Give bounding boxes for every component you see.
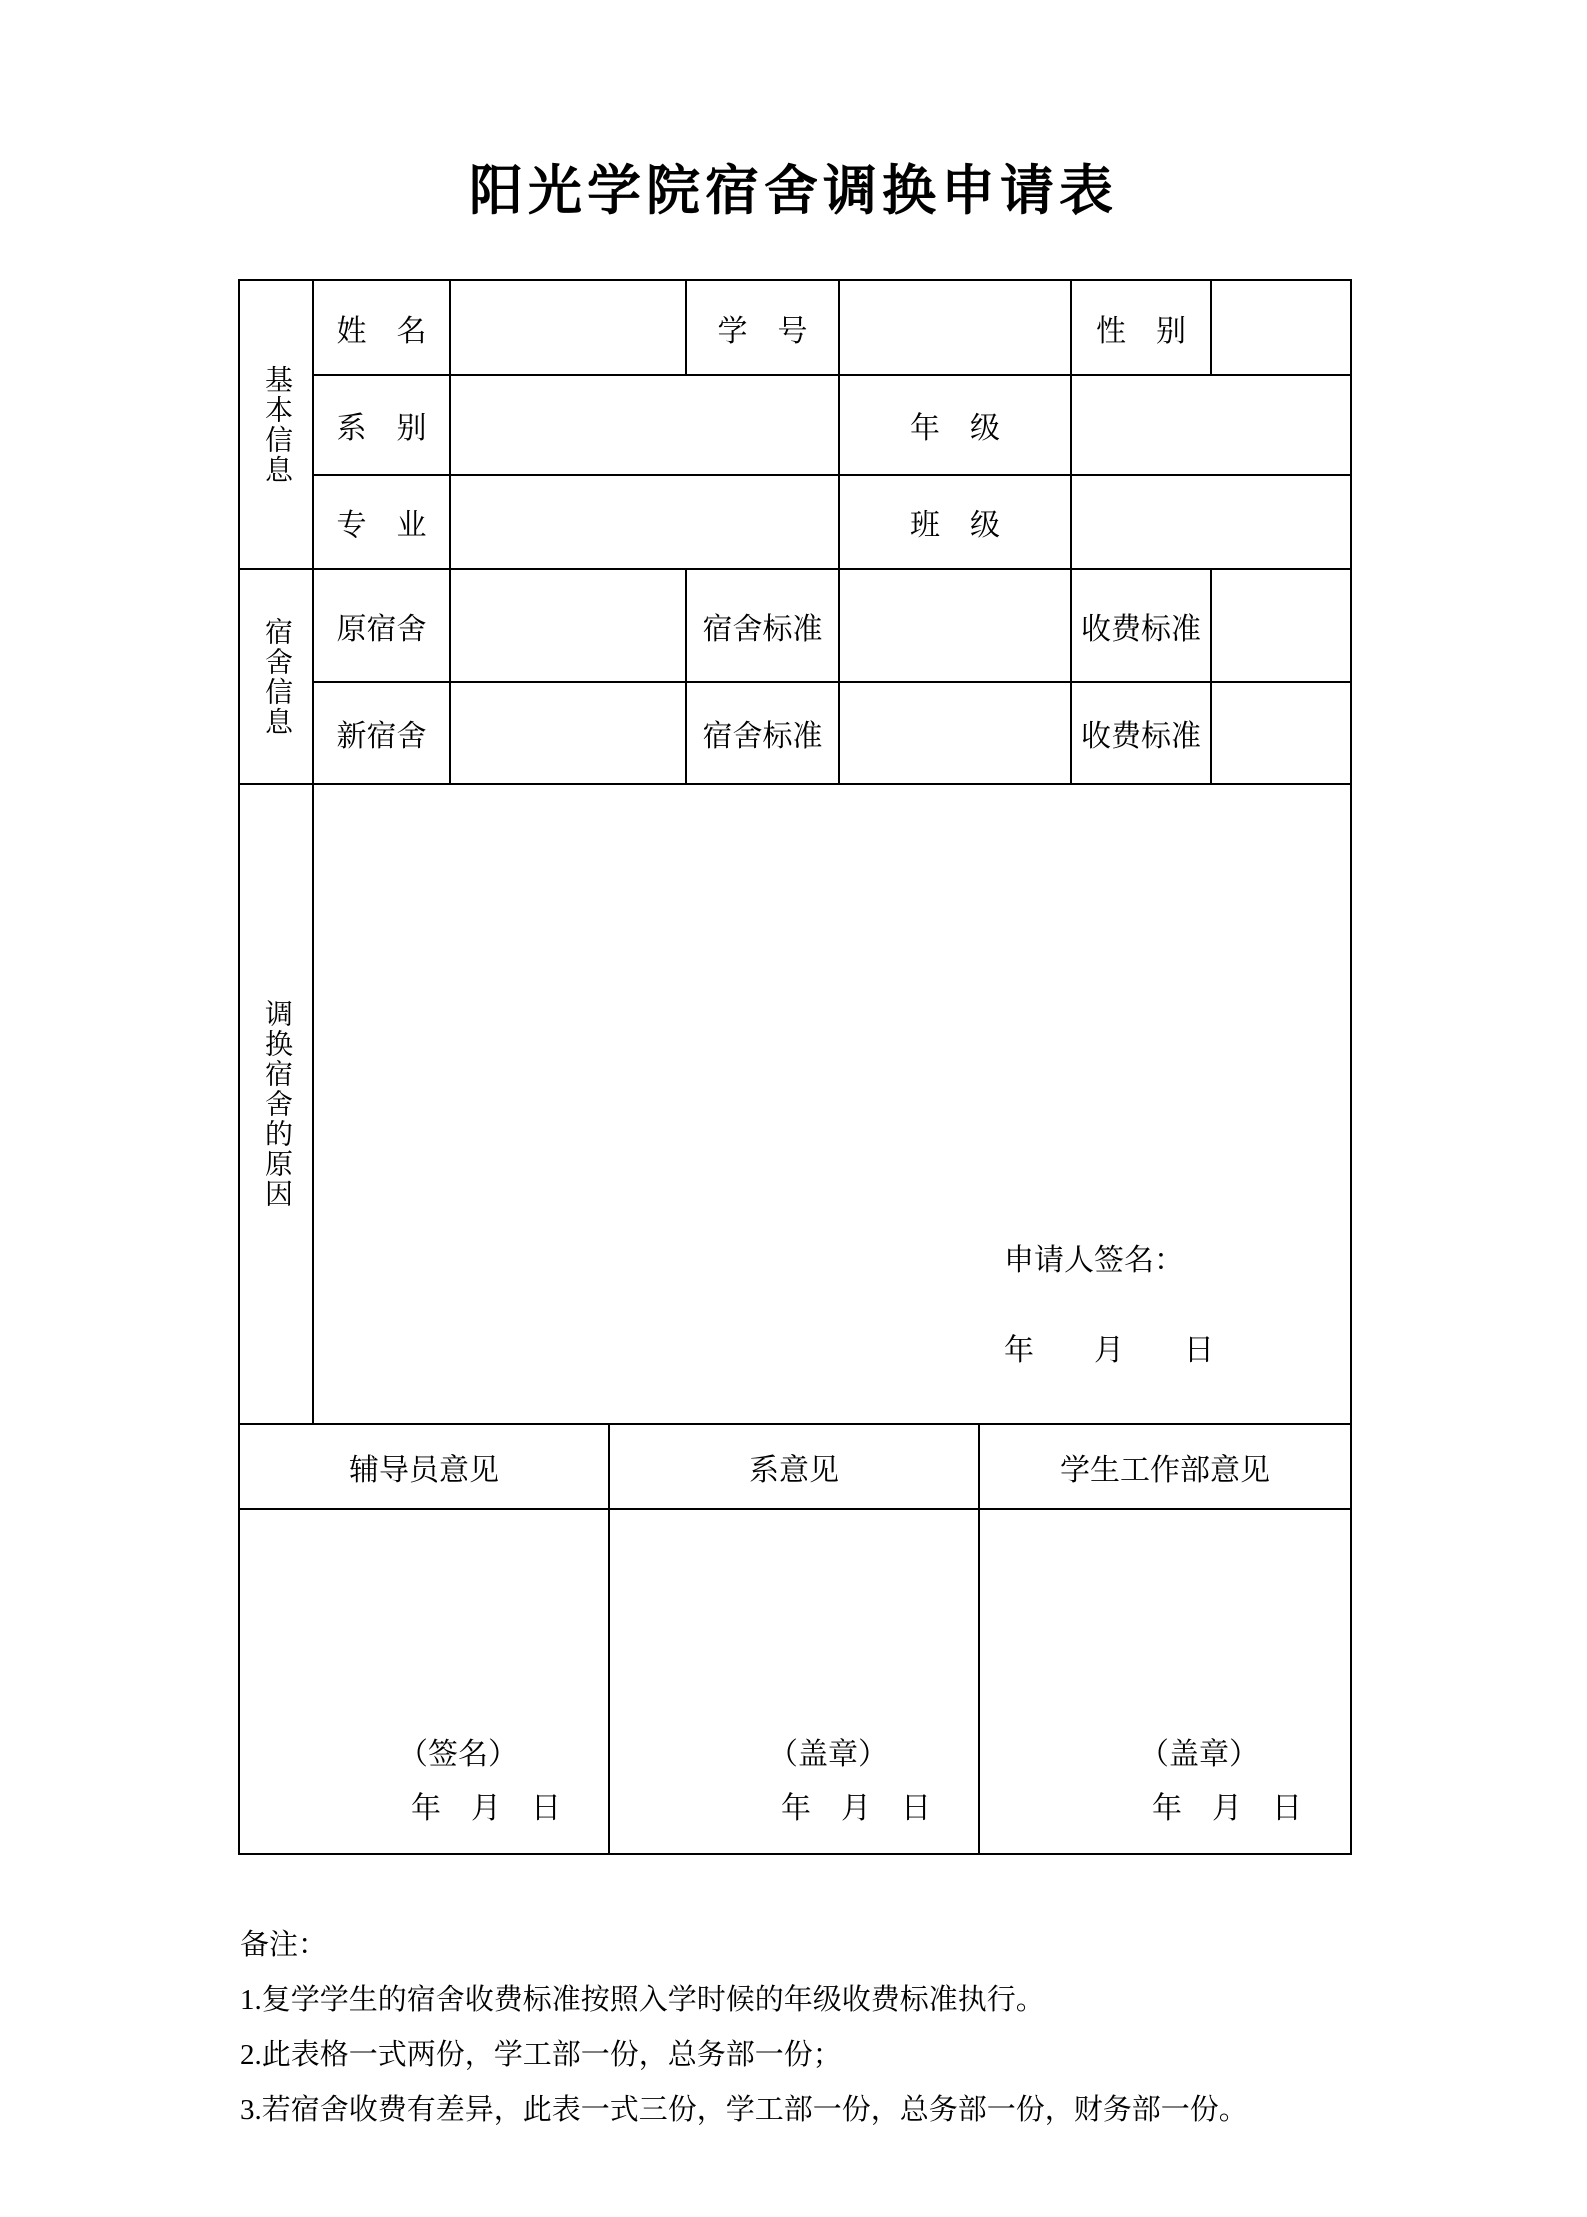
new-dorm-label: 新宿舍 xyxy=(314,683,451,785)
counselor-opinion-header: 辅导员意见 xyxy=(240,1425,610,1510)
old-fee-standard-value-cell[interactable] xyxy=(1212,570,1350,683)
class-value-cell[interactable] xyxy=(1072,476,1350,570)
applicant-signature-block xyxy=(1004,1235,1214,1369)
reason-content-cell[interactable] xyxy=(314,785,1350,1425)
student-id-label: 学 号 xyxy=(687,281,840,376)
major-value-cell[interactable] xyxy=(451,476,840,570)
class-label: 班 级 xyxy=(840,476,1072,570)
counselor-date-label: 年 月 日 xyxy=(411,1792,561,1825)
application-form-table xyxy=(238,279,1352,1855)
page-title: 阳光学院宿舍调换申请表 xyxy=(469,161,1118,221)
student-affairs-opinion-header: 学生工作部意见 xyxy=(980,1425,1350,1510)
applicant-sign-label: 申请人签名： xyxy=(1004,1244,1184,1277)
student-affairs-opinion-cell[interactable] xyxy=(980,1510,1350,1853)
gender-value-cell[interactable] xyxy=(1212,281,1350,376)
notes-header: 备注： xyxy=(240,1929,328,1961)
department-date-label: 年 月 日 xyxy=(781,1792,931,1825)
department-opinion-header: 系意见 xyxy=(610,1425,980,1510)
old-dorm-value-cell[interactable] xyxy=(451,570,687,683)
old-fee-standard-label: 收费标准 xyxy=(1072,570,1212,683)
department-value-cell[interactable] xyxy=(451,376,840,476)
section-reason-label: 调换宿舍的原因 xyxy=(261,999,292,1209)
section-reason xyxy=(240,785,314,1425)
note-item-1: 1.复学学生的宿舍收费标准按照入学时候的年级收费标准执行。 xyxy=(240,1984,1045,2016)
new-fee-standard-label: 收费标准 xyxy=(1072,683,1212,785)
note-item-2: 2.此表格一式两份，学工部一份，总务部一份； xyxy=(240,2039,842,2071)
department-label: 系 别 xyxy=(314,376,451,476)
new-dorm-standard-value-cell[interactable] xyxy=(840,683,1072,785)
new-fee-standard-value-cell[interactable] xyxy=(1212,683,1350,785)
old-dorm-label: 原宿舍 xyxy=(314,570,451,683)
name-label: 姓 名 xyxy=(314,281,451,376)
note-item-3: 3.若宿舍收费有差异，此表一式三份，学工部一份，总务部一份，财务部一份。 xyxy=(240,2094,1248,2126)
student-id-value-cell[interactable] xyxy=(840,281,1072,376)
old-dorm-standard-label: 宿舍标准 xyxy=(687,570,840,683)
section-basic-info xyxy=(240,281,314,570)
gender-label: 性 别 xyxy=(1072,281,1212,376)
major-label: 专 业 xyxy=(314,476,451,570)
counselor-sign-label: （签名） xyxy=(398,1738,518,1771)
name-value-cell[interactable] xyxy=(451,281,687,376)
grade-value-cell[interactable] xyxy=(1072,376,1350,476)
department-opinion-cell[interactable] xyxy=(610,1510,980,1853)
new-dorm-value-cell[interactable] xyxy=(451,683,687,785)
department-stamp-label: （盖章） xyxy=(768,1738,888,1771)
counselor-opinion-cell[interactable] xyxy=(240,1510,610,1853)
student-affairs-date-label: 年 月 日 xyxy=(1152,1792,1302,1825)
student-affairs-stamp-label: （盖章） xyxy=(1139,1738,1259,1771)
old-dorm-standard-value-cell[interactable] xyxy=(840,570,1072,683)
new-dorm-standard-label: 宿舍标准 xyxy=(687,683,840,785)
section-dorm-info xyxy=(240,570,314,785)
applicant-date-label: 年 月 日 xyxy=(1004,1334,1214,1367)
notes-section xyxy=(240,1918,1248,2138)
section-basic-info-label: 基本信息 xyxy=(261,364,292,485)
section-dorm-info-label: 宿舍信息 xyxy=(261,616,292,737)
grade-label: 年 级 xyxy=(840,376,1072,476)
